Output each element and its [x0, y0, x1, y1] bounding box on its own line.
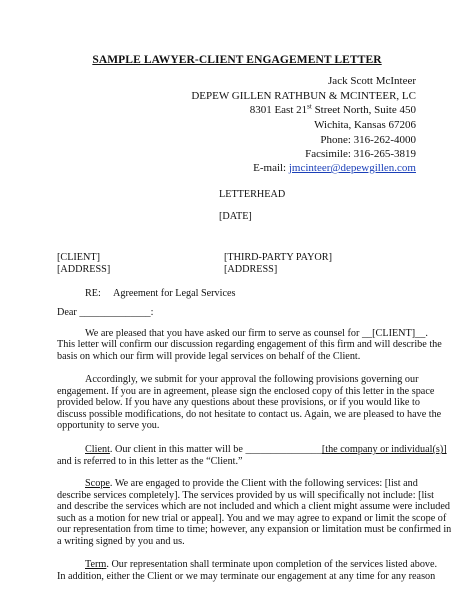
sender-firm: DEPEW GILLEN RATHBUN & MCINTEER, LC: [191, 90, 416, 102]
street-post: Street North, Suite 450: [311, 104, 416, 116]
scope-heading: Scope: [85, 478, 110, 489]
para1-line: basis on which our firm will provide legal services on behalf of the Client.: [57, 351, 361, 362]
para2-line: provided below. If you have any questions about these provisions, or if you would like to: [57, 397, 420, 408]
payor-name-placeholder: [THIRD-PARTY PAYOR]: [224, 252, 332, 263]
para1-line: We are pleased that you have asked our firm to serve as counsel for __[CLIENT]__.: [85, 328, 428, 339]
client-bracket: [the company or individual(s)]: [321, 444, 447, 455]
salutation: Dear ______________:: [57, 307, 154, 318]
client-name-placeholder: [CLIENT]: [57, 252, 100, 263]
para2-line: opportunity to serve you.: [57, 420, 160, 431]
para2-line: discuss possible modifications, do not hesitate to contact us. Again, we are pleased to have the: [57, 409, 442, 420]
para2-line: Accordingly, we submit for your approval the following provisions governing our: [85, 374, 419, 385]
scope-text: . We are engaged to provide the Client with the following services: [list and: [109, 478, 418, 489]
email-label: E-mail:: [253, 162, 289, 174]
client-address-placeholder: [ADDRESS]: [57, 264, 111, 275]
street-pre: 8301 East 21: [249, 104, 308, 116]
para1-line: This letter will confirm our discussion regarding engagement of this firm and will describe the: [57, 339, 442, 350]
client-heading: Client: [85, 444, 110, 455]
letterhead-placeholder: LETTERHEAD: [219, 189, 286, 200]
street-sup: st: [307, 102, 312, 111]
para2-line: engagement. If you are in agreement, please sign the enclosed copy of this letter in the space: [57, 386, 435, 397]
term-heading: Term: [85, 559, 107, 570]
letter-title: SAMPLE LAWYER-CLIENT ENGAGEMENT LETTER: [92, 54, 382, 66]
term-para-line: In addition, either the Client or we may terminate our engagement at any time for any reason: [57, 571, 436, 582]
re-label: RE:: [85, 288, 101, 299]
scope-para-line: such as a motion for new trial or appeal]. You and we may agree to expand or limit the scope of: [57, 513, 447, 524]
sender-city: Wichita, Kansas 67206: [314, 119, 416, 131]
client-text: . Our client in this matter will be: [109, 444, 246, 455]
term-text: . Our representation shall terminate upon completion of the services listed above.: [106, 559, 438, 570]
payor-address-placeholder: [ADDRESS]: [224, 264, 278, 275]
scope-para-line: and describe the services which are not included and which a client might assume were included: [57, 501, 450, 512]
scope-para-line: describe services completely]. The services provided by us will specifically not include: [list: [57, 490, 434, 501]
date-placeholder: [DATE]: [219, 211, 252, 222]
client-para-line: and is referred to in this letter as the “Client.”: [57, 456, 243, 467]
sender-fax: Facsimile: 316-265-3819: [305, 148, 416, 160]
sender-phone: Phone: 316-262-4000: [320, 134, 416, 146]
scope-para-line: our representation from time to time; however, any expansion or limitation must be confirmed in: [57, 524, 452, 535]
sender-email-line: [253, 161, 416, 175]
sender-street: [250, 103, 416, 117]
email-link[interactable]: jmcinteer@depewgillen.com: [288, 162, 416, 174]
client-blank: _______________: [245, 444, 322, 455]
scope-para-line: a writing signed by you and us.: [57, 536, 185, 547]
sender-name: Jack Scott McInteer: [328, 75, 416, 87]
re-subject: Agreement for Legal Services: [113, 288, 236, 299]
